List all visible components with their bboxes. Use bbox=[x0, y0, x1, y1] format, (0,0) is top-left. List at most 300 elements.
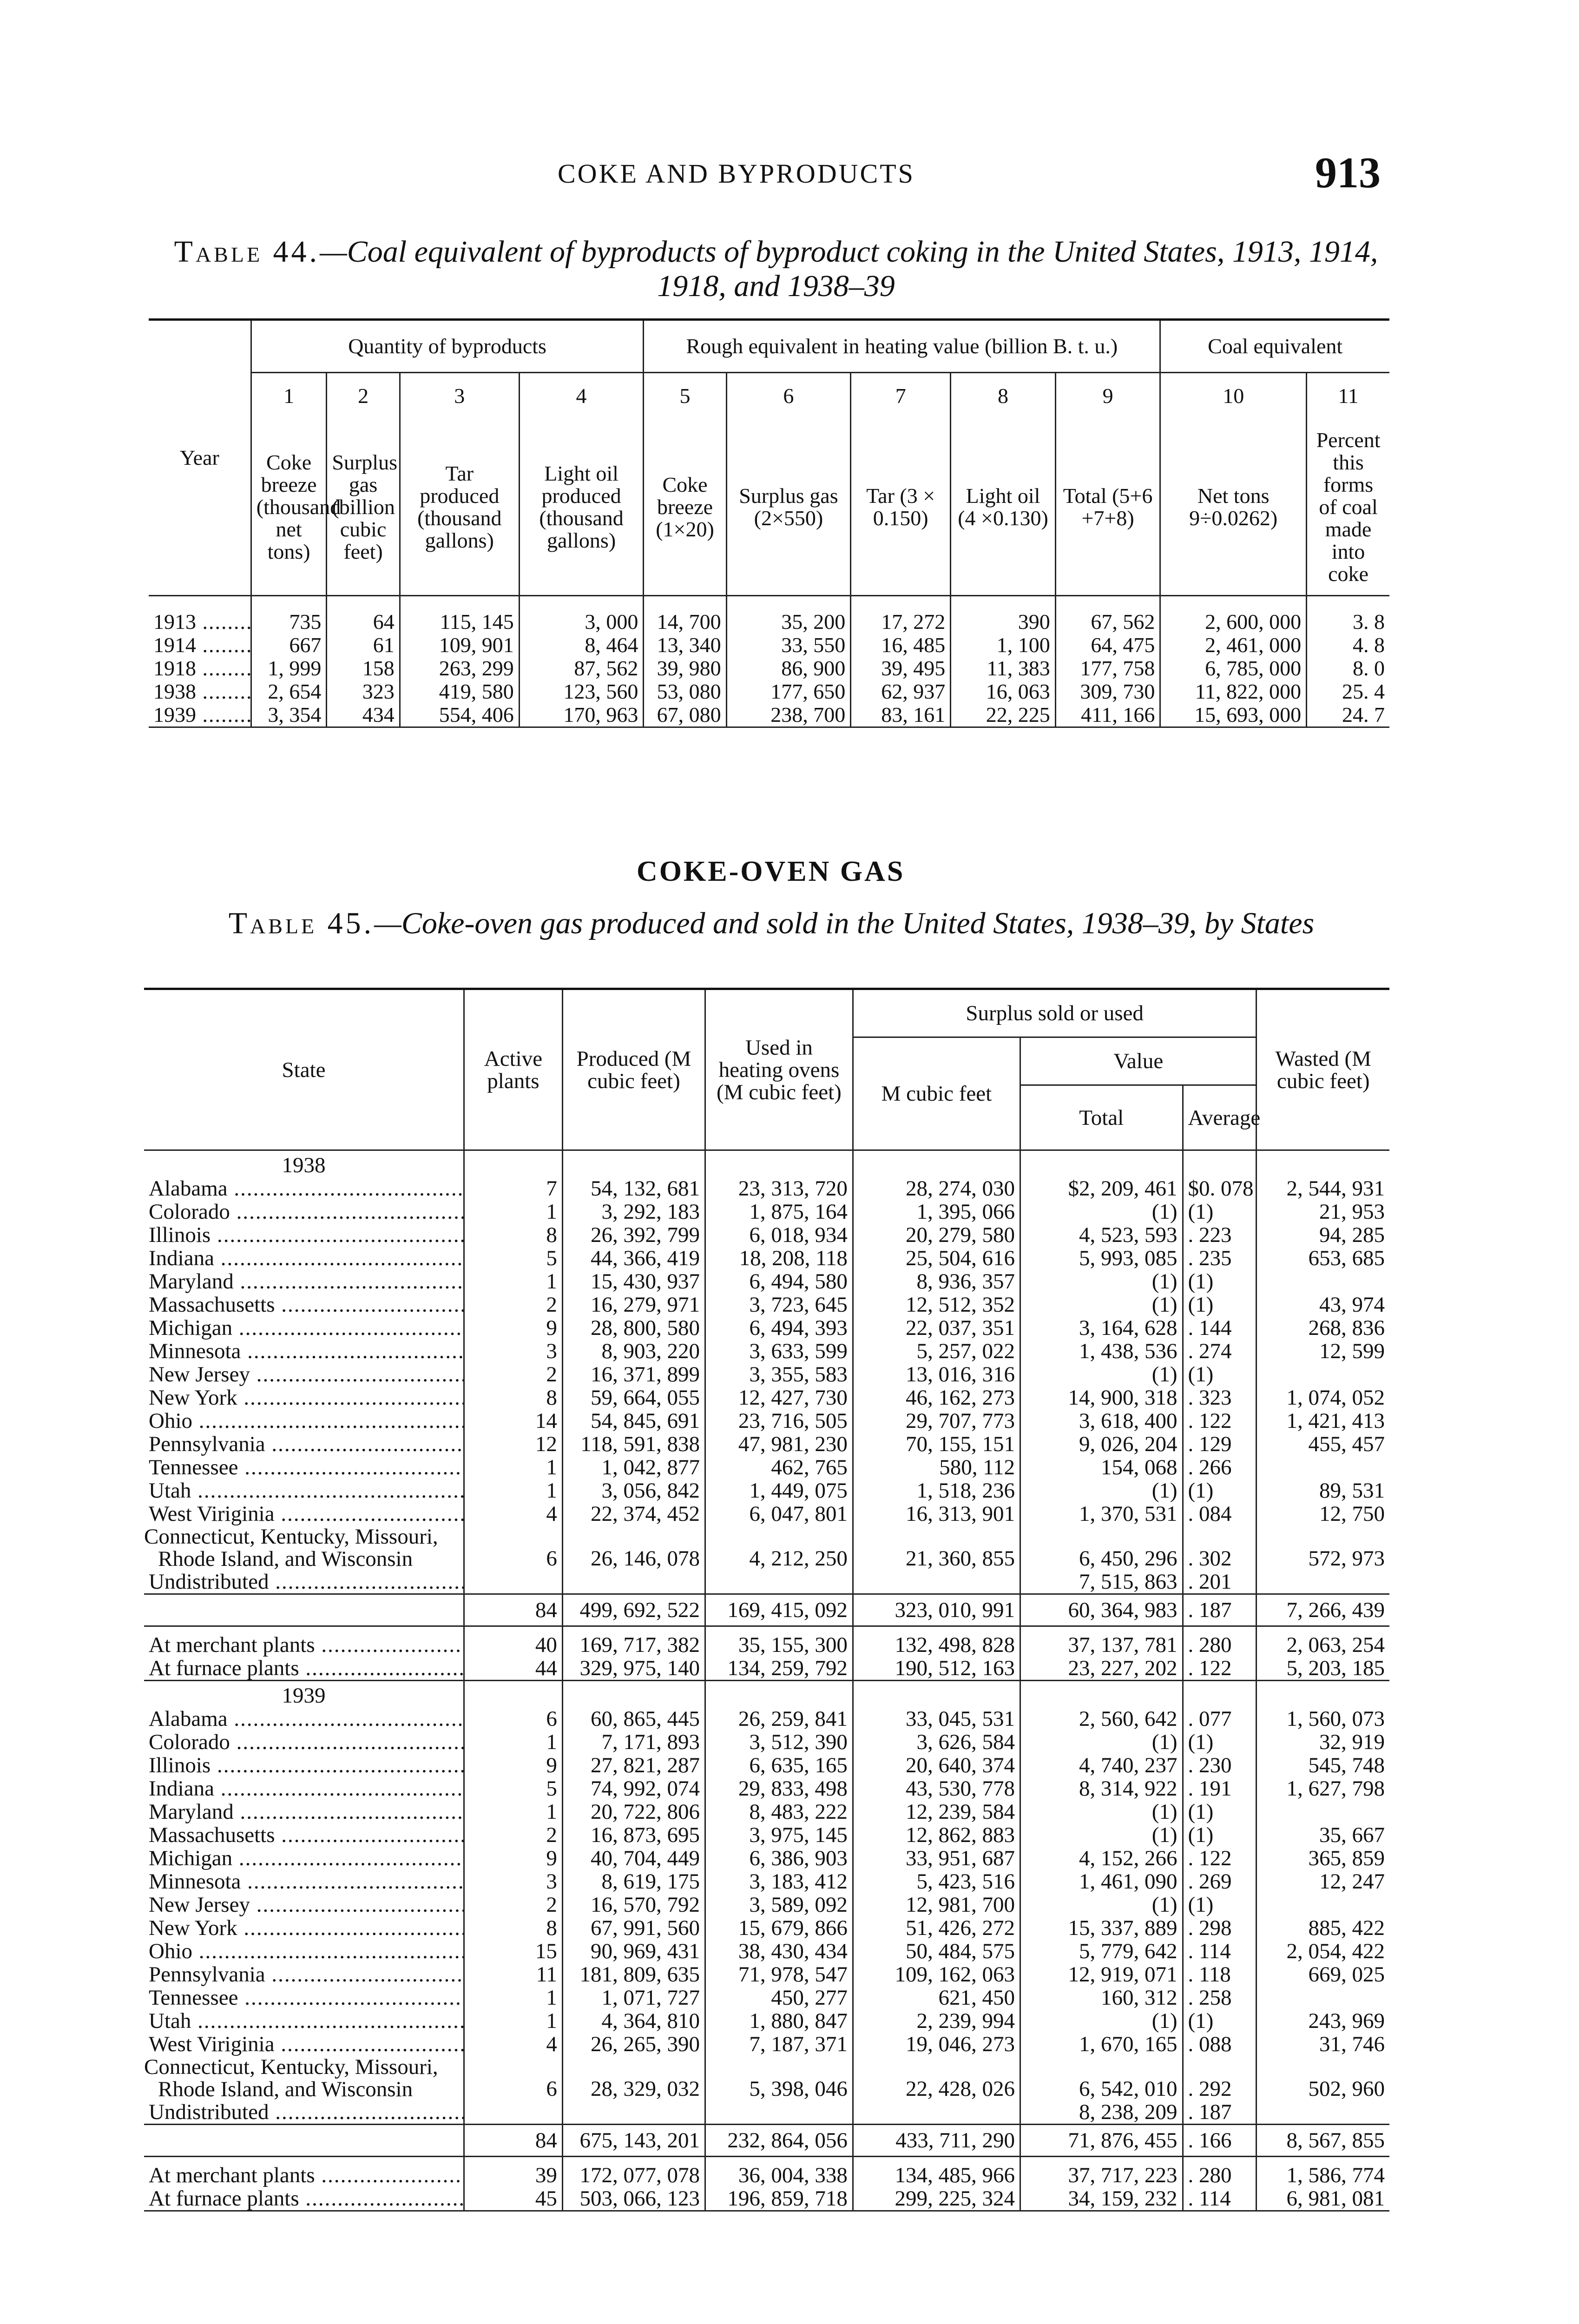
t45-cell: 16, 313, 901 bbox=[853, 1502, 1020, 1525]
table-row bbox=[144, 1386, 1389, 1409]
t45-cell: 26, 259, 841 bbox=[705, 1707, 853, 1730]
table-row bbox=[149, 596, 1389, 634]
t45-cell: 6 bbox=[464, 1525, 563, 1570]
t45-cell: 19, 046, 273 bbox=[853, 2033, 1020, 2056]
t45-cell: 1 bbox=[464, 1270, 563, 1293]
t44-cell: 8, 464 bbox=[519, 634, 644, 657]
t45-mcf-header: M cubic feet bbox=[853, 1037, 1020, 1150]
t45-cell: 109, 162, 063 bbox=[853, 1963, 1020, 1986]
table44-caption bbox=[153, 235, 1399, 304]
t45-cell: . 302 bbox=[1183, 1525, 1257, 1570]
t45-cell: 1, 875, 164 bbox=[705, 1200, 853, 1223]
t44-colhead-8: Light oil (4 ×0.130) bbox=[951, 419, 1056, 596]
t45-cell: 118, 591, 838 bbox=[562, 1433, 705, 1456]
t45-total-header: Total bbox=[1020, 1085, 1183, 1150]
t45-cell: 4, 152, 266 bbox=[1020, 1847, 1183, 1870]
t45-cell: 3, 292, 183 bbox=[562, 1200, 705, 1223]
t44-year-header: Year bbox=[149, 320, 251, 596]
table-row bbox=[144, 1200, 1389, 1223]
state-name: Indiana ..... bbox=[144, 1777, 464, 1800]
t44-year-cell: 1913 ..... bbox=[149, 596, 251, 634]
t45-cell: (1) bbox=[1183, 1293, 1257, 1316]
t45-cell: 28, 274, 030 bbox=[853, 1177, 1020, 1200]
t44-colnum-1: 1 bbox=[251, 373, 327, 419]
t44-group-equivalent: Rough equivalent in heating value (billion B. t. u.) bbox=[644, 320, 1160, 373]
table-row bbox=[144, 1316, 1389, 1340]
t45-active-header: Active plants bbox=[464, 989, 563, 1150]
t45-cell: 545, 748 bbox=[1308, 1753, 1385, 1777]
state-name: West Viriginia ..... bbox=[144, 1502, 464, 1525]
t45-cell: 621, 450 bbox=[853, 1986, 1020, 2009]
t45-cell: 2, 063, 254 bbox=[1286, 1633, 1385, 1657]
t45-cell: . 274 bbox=[1183, 1340, 1257, 1363]
t44-cell: 263, 299 bbox=[400, 657, 519, 680]
table-row bbox=[144, 2033, 1389, 2056]
t44-cell: 67, 562 bbox=[1055, 596, 1160, 634]
t45-cell: 43, 530, 778 bbox=[853, 1777, 1020, 1800]
t45-cell: 1 bbox=[464, 1730, 563, 1754]
t45-average-header: Average bbox=[1183, 1085, 1257, 1150]
t45-cell: 40 bbox=[464, 1626, 563, 1657]
year-label: 1939 bbox=[144, 1681, 464, 1708]
state-name: Minnesota ..... bbox=[144, 1340, 464, 1363]
t45-cell: 5, 779, 642 bbox=[1020, 1940, 1183, 1963]
t45-cell: 6 bbox=[464, 1707, 563, 1730]
t44-colhead-5: Coke breeze (1×20) bbox=[644, 419, 726, 596]
t44-cell: 22, 225 bbox=[951, 703, 1056, 727]
t45-cell: 1 bbox=[464, 1479, 563, 1502]
t45-cell: 5, 203, 185 bbox=[1286, 1656, 1385, 1680]
t45-cell: 29, 707, 773 bbox=[853, 1409, 1020, 1433]
table-row bbox=[144, 1223, 1389, 1247]
t44-cell: 6, 785, 000 bbox=[1160, 657, 1307, 680]
t45-cell: 885, 422 bbox=[1308, 1916, 1385, 1940]
t45-cell: 1 bbox=[464, 1800, 563, 1823]
t45-cell: 502, 960 bbox=[1308, 2077, 1385, 2101]
state-name: New Jersey ..... bbox=[144, 1363, 464, 1386]
t44-year-cell: 1938 ..... bbox=[149, 680, 251, 703]
t45-cell: 268, 836 bbox=[1308, 1316, 1385, 1340]
t45-cell: (1) bbox=[1183, 2009, 1257, 2033]
year-row bbox=[144, 1150, 1389, 1177]
state-name: Illinois ..... bbox=[144, 1754, 464, 1777]
t45-total-cell: . 187 bbox=[1183, 1594, 1257, 1626]
state-name: Pennsylvania ..... bbox=[144, 1963, 464, 1986]
t45-cell: 1, 586, 774 bbox=[1286, 2163, 1385, 2187]
t44-cell: 177, 650 bbox=[726, 680, 851, 703]
t45-cell: 18, 208, 118 bbox=[705, 1247, 853, 1270]
t45-cell: 35, 155, 300 bbox=[705, 1626, 853, 1657]
t44-cell: 53, 080 bbox=[644, 680, 726, 703]
plant-type-row bbox=[144, 2157, 1389, 2187]
t45-cell: 6, 635, 165 bbox=[705, 1754, 853, 1777]
t44-colhead-9: Total (5+6 +7+8) bbox=[1055, 419, 1160, 596]
state-name: West Viriginia ..... bbox=[144, 2033, 464, 2056]
t44-colnum-3: 3 bbox=[400, 373, 519, 419]
table45 bbox=[144, 988, 1389, 2212]
total-row bbox=[144, 2125, 1389, 2157]
state-name: Michigan ..... bbox=[144, 1316, 464, 1340]
t45-cell: 43, 974 bbox=[1319, 1293, 1385, 1317]
t45-cell: (1) bbox=[1020, 1293, 1183, 1316]
t45-cell: 34, 159, 232 bbox=[1020, 2187, 1183, 2211]
t45-cell: 7, 187, 371 bbox=[705, 2033, 853, 2056]
t45-cell: 33, 045, 531 bbox=[853, 1707, 1020, 1730]
table-row bbox=[149, 634, 1389, 657]
t45-cell: 8 bbox=[464, 1386, 563, 1409]
t45-cell: 8, 314, 922 bbox=[1020, 1777, 1183, 1800]
table-row bbox=[144, 1707, 1389, 1730]
t45-cell: 7, 171, 893 bbox=[562, 1730, 705, 1754]
t45-cell: 4, 523, 593 bbox=[1020, 1223, 1183, 1247]
t45-cell: 6, 386, 903 bbox=[705, 1847, 853, 1870]
t45-cell: . 266 bbox=[1183, 1456, 1257, 1479]
t45-cell: 6, 450, 296 bbox=[1020, 1525, 1183, 1570]
t44-cell: 3, 354 bbox=[251, 703, 327, 727]
t44-cell: 39, 495 bbox=[851, 657, 951, 680]
t45-cell: 154, 068 bbox=[1020, 1456, 1183, 1479]
t45-cell: 8, 619, 175 bbox=[562, 1870, 705, 1893]
t45-cell: 1, 560, 073 bbox=[1286, 1707, 1385, 1731]
t45-cell: 134, 259, 792 bbox=[705, 1657, 853, 1681]
t45-cell: 3, 723, 645 bbox=[705, 1293, 853, 1316]
t44-colnum-8: 8 bbox=[951, 373, 1056, 419]
t44-cell: 667 bbox=[251, 634, 327, 657]
t45-cell: 21, 360, 855 bbox=[853, 1525, 1020, 1570]
t45-cell: . 258 bbox=[1183, 1986, 1257, 2009]
t45-cell: 1 bbox=[464, 1456, 563, 1479]
t44-cell: 158 bbox=[327, 657, 400, 680]
t45-cell: . 292 bbox=[1183, 2056, 1257, 2100]
state-name: New York ..... bbox=[144, 1386, 464, 1409]
t45-cell: 1 bbox=[464, 2009, 563, 2033]
t45-cell: (1) bbox=[1020, 1200, 1183, 1223]
t44-colhead-11: Percent this forms of coal made into coke bbox=[1316, 428, 1381, 586]
table-row bbox=[144, 1986, 1389, 2009]
section-heading: COKE-OVEN GAS bbox=[637, 856, 905, 887]
t44-colhead-4: Light oil produced (thousand gallons) bbox=[519, 419, 644, 596]
t45-cell: 1, 880, 847 bbox=[705, 2009, 853, 2033]
table44 bbox=[149, 318, 1389, 728]
plant-type-label: At merchant plants ..... bbox=[144, 1626, 464, 1657]
t45-cell: 38, 430, 434 bbox=[705, 1940, 853, 1963]
t44-cell: 61 bbox=[327, 634, 400, 657]
t45-cell: . 114 bbox=[1183, 1940, 1257, 1963]
table-row bbox=[144, 1940, 1389, 1963]
t45-cell: . 201 bbox=[1183, 1570, 1257, 1594]
t44-cell: 123, 560 bbox=[519, 680, 644, 703]
state-name: Pennsylvania ..... bbox=[144, 1433, 464, 1456]
t45-cell bbox=[1257, 1986, 1389, 2009]
t45-cell: 5 bbox=[464, 1247, 563, 1270]
t45-cell bbox=[1257, 1270, 1389, 1293]
t44-cell: 309, 730 bbox=[1055, 680, 1160, 703]
t45-cell: 50, 484, 575 bbox=[853, 1940, 1020, 1963]
undistributed-label: Undistributed ..... bbox=[144, 1570, 464, 1594]
t45-cell: 1, 461, 090 bbox=[1020, 1870, 1183, 1893]
t45-cell: 3, 589, 092 bbox=[705, 1893, 853, 1916]
t44-cell: 13, 340 bbox=[644, 634, 726, 657]
t45-cell: 36, 004, 338 bbox=[705, 2157, 853, 2187]
t44-colhead-10: Net tons 9÷0.0262) bbox=[1160, 419, 1307, 596]
t45-cell: . 323 bbox=[1183, 1386, 1257, 1409]
t45-cell: 37, 717, 223 bbox=[1020, 2157, 1183, 2187]
t44-cell: 177, 758 bbox=[1055, 657, 1160, 680]
t45-cell: 6, 018, 934 bbox=[705, 1223, 853, 1247]
t45-cell: 9 bbox=[464, 1316, 563, 1340]
t45-wasted-header: Wasted (M cubic feet) bbox=[1275, 1046, 1371, 1093]
t45-total-cell: . 166 bbox=[1183, 2125, 1257, 2157]
t45-cell: 243, 969 bbox=[1308, 2009, 1385, 2033]
t45-cell: 1, 449, 075 bbox=[705, 1479, 853, 1502]
t45-cell: 12 bbox=[464, 1433, 563, 1456]
t45-cell: 455, 457 bbox=[1308, 1432, 1385, 1456]
t45-cell: 329, 975, 140 bbox=[562, 1657, 705, 1681]
t44-group-quantity: Quantity of byproducts bbox=[251, 320, 644, 373]
t45-cell: 8, 483, 222 bbox=[705, 1800, 853, 1823]
t45-cell: 15, 679, 866 bbox=[705, 1916, 853, 1940]
table-row bbox=[144, 1340, 1389, 1363]
t45-cell: (1) bbox=[1183, 1893, 1257, 1916]
t45-cell: 6, 047, 801 bbox=[705, 1502, 853, 1525]
t45-cell: 22, 428, 026 bbox=[853, 2056, 1020, 2100]
t45-cell: 3, 618, 400 bbox=[1020, 1409, 1183, 1433]
year-label: 1938 bbox=[144, 1150, 464, 1177]
t45-cell: 1, 518, 236 bbox=[853, 1479, 1020, 1502]
t45-cell: 16, 873, 695 bbox=[562, 1823, 705, 1847]
t45-cell: . 084 bbox=[1183, 1502, 1257, 1525]
table-row bbox=[144, 1847, 1389, 1870]
t44-cell: 419, 580 bbox=[400, 680, 519, 703]
t44-cell: 115, 145 bbox=[400, 596, 519, 634]
t45-cell: . 077 bbox=[1183, 1707, 1257, 1730]
table-row bbox=[144, 1916, 1389, 1940]
t45-cell: . 223 bbox=[1183, 1223, 1257, 1247]
t45-cell: 572, 973 bbox=[1308, 1546, 1385, 1571]
table-row bbox=[144, 1363, 1389, 1386]
table44-title: —Coal equivalent of byproducts of byproduct coking in the United States, 1913, 1914, 1918, and 1938–39 bbox=[320, 235, 1378, 303]
state-name: Maryland ..... bbox=[144, 1270, 464, 1293]
t44-colhead-2: Surplus gas (billion cubic feet) bbox=[327, 419, 400, 596]
t44-colnum-6: 6 bbox=[726, 373, 851, 419]
t45-cell: 16, 570, 792 bbox=[562, 1893, 705, 1916]
t45-cell: 5, 257, 022 bbox=[853, 1340, 1020, 1363]
t45-cell: 16, 371, 899 bbox=[562, 1363, 705, 1386]
t45-cell: 3, 975, 145 bbox=[705, 1823, 853, 1847]
t45-total-cell: 8, 567, 855 bbox=[1286, 2128, 1385, 2152]
t44-cell: 2, 461, 000 bbox=[1160, 634, 1307, 657]
t45-cell: 134, 485, 966 bbox=[853, 2157, 1020, 2187]
t45-cell: 6, 494, 393 bbox=[705, 1316, 853, 1340]
t45-cell: 54, 132, 681 bbox=[562, 1177, 705, 1200]
table-row bbox=[144, 1730, 1389, 1754]
t45-cell: . 122 bbox=[1183, 1657, 1257, 1681]
table-row bbox=[144, 1247, 1389, 1270]
t45-cell: 5, 423, 516 bbox=[853, 1870, 1020, 1893]
combined-states-label: Connecticut, Kentucky, Missouri, Rhode Island, and Wisconsin bbox=[144, 1525, 464, 1570]
t45-cell: 3, 164, 628 bbox=[1020, 1316, 1183, 1340]
t45-cell: 580, 112 bbox=[853, 1456, 1020, 1479]
state-name: Massachusetts ..... bbox=[144, 1293, 464, 1316]
t45-cell: 365, 859 bbox=[1308, 1846, 1385, 1870]
t45-cell: 31, 746 bbox=[1319, 2032, 1385, 2056]
t45-cell: 29, 833, 498 bbox=[705, 1777, 853, 1800]
t45-cell: 4, 740, 237 bbox=[1020, 1754, 1183, 1777]
table45-title: —Coke-oven gas produced and sold in the United States, 1938–39, by States bbox=[374, 906, 1315, 940]
plant-type-label: At furnace plants ..... bbox=[144, 1657, 464, 1681]
t45-cell: 21, 953 bbox=[1319, 1200, 1385, 1224]
t45-total-cell: 323, 010, 991 bbox=[853, 1594, 1020, 1626]
t45-cell: $2, 209, 461 bbox=[1020, 1177, 1183, 1200]
t45-cell: 4, 212, 250 bbox=[705, 1525, 853, 1570]
t45-cell: 7, 515, 863 bbox=[1020, 1570, 1183, 1594]
t45-cell: 169, 717, 382 bbox=[562, 1626, 705, 1657]
undistributed-label: Undistributed ..... bbox=[144, 2100, 464, 2125]
t45-cell: 450, 277 bbox=[705, 1986, 853, 2009]
t45-cell: 8, 903, 220 bbox=[562, 1340, 705, 1363]
t44-cell: 109, 901 bbox=[400, 634, 519, 657]
t45-cell: 1, 370, 531 bbox=[1020, 1502, 1183, 1525]
state-name: Utah ..... bbox=[144, 2009, 464, 2033]
table-row bbox=[144, 1893, 1389, 1916]
page-number: 913 bbox=[1315, 149, 1381, 197]
t45-total-cell: 60, 364, 983 bbox=[1020, 1594, 1183, 1626]
t45-total-cell: 84 bbox=[464, 1594, 563, 1626]
t45-cell: (1) bbox=[1020, 1893, 1183, 1916]
t45-cell: (1) bbox=[1183, 1800, 1257, 1823]
t45-cell: . 280 bbox=[1183, 2157, 1257, 2187]
year-row bbox=[144, 1681, 1389, 1708]
t45-cell: 8, 936, 357 bbox=[853, 1270, 1020, 1293]
t45-cell: 2, 054, 422 bbox=[1286, 1939, 1385, 1963]
t44-cell: 390 bbox=[951, 596, 1056, 634]
t44-cell: 3, 000 bbox=[519, 596, 644, 634]
t44-cell: 39, 980 bbox=[644, 657, 726, 680]
t44-cell: 8. 0 bbox=[1353, 656, 1385, 680]
t44-cell: 411, 166 bbox=[1055, 703, 1160, 727]
t45-cell bbox=[1257, 1800, 1389, 1823]
t45-cell: 26, 392, 799 bbox=[562, 1223, 705, 1247]
t45-cell: 15, 430, 937 bbox=[562, 1270, 705, 1293]
t45-cell: 12, 919, 071 bbox=[1020, 1963, 1183, 1986]
t44-cell: 25. 4 bbox=[1342, 680, 1385, 703]
t45-cell: 1, 071, 727 bbox=[562, 1986, 705, 2009]
t45-cell: 132, 498, 828 bbox=[853, 1626, 1020, 1657]
combined-states-row bbox=[144, 1525, 1389, 1570]
t45-cell: 35, 667 bbox=[1319, 1823, 1385, 1847]
t44-cell: 17, 272 bbox=[851, 596, 951, 634]
t45-cell: 44 bbox=[464, 1657, 563, 1681]
t45-cell: 39 bbox=[464, 2157, 563, 2187]
t45-cell: 2 bbox=[464, 1293, 563, 1316]
t45-cell: 28, 329, 032 bbox=[562, 2056, 705, 2100]
t45-cell: 1, 074, 052 bbox=[1286, 1386, 1385, 1410]
t44-colhead-7: Tar (3 × 0.150) bbox=[851, 419, 951, 596]
t45-cell: 51, 426, 272 bbox=[853, 1916, 1020, 1940]
t45-cell: 14, 900, 318 bbox=[1020, 1386, 1183, 1409]
t45-cell: 1, 395, 066 bbox=[853, 1200, 1020, 1223]
t45-cell: 44, 366, 419 bbox=[562, 1247, 705, 1270]
t44-cell: 86, 900 bbox=[726, 657, 851, 680]
t45-cell: 40, 704, 449 bbox=[562, 1847, 705, 1870]
t45-cell: 12, 239, 584 bbox=[853, 1800, 1020, 1823]
plant-type-row bbox=[144, 1657, 1389, 1681]
t45-cell: 23, 227, 202 bbox=[1020, 1657, 1183, 1681]
t45-cell: (1) bbox=[1020, 1823, 1183, 1847]
plant-type-row bbox=[144, 1626, 1389, 1657]
table-row bbox=[144, 1870, 1389, 1893]
t45-cell: 1 bbox=[464, 1200, 563, 1223]
t44-cell: 11, 822, 000 bbox=[1160, 680, 1307, 703]
t45-cell: (1) bbox=[1183, 1479, 1257, 1502]
t45-cell: 12, 247 bbox=[1319, 1869, 1385, 1894]
table-row bbox=[144, 1754, 1389, 1777]
t44-cell: 2, 654 bbox=[251, 680, 327, 703]
t44-cell: 434 bbox=[327, 703, 400, 727]
table-row bbox=[144, 1409, 1389, 1433]
t45-cell: . 122 bbox=[1183, 1409, 1257, 1433]
t45-total-cell: 232, 864, 056 bbox=[705, 2125, 853, 2157]
t45-cell: 37, 137, 781 bbox=[1020, 1626, 1183, 1657]
table-row bbox=[144, 1502, 1389, 1525]
t45-cell: 6, 981, 081 bbox=[1286, 2186, 1385, 2211]
t45-value-header: Value bbox=[1020, 1037, 1256, 1085]
t45-cell: 6, 494, 580 bbox=[705, 1270, 853, 1293]
t44-group-coal: Coal equivalent bbox=[1160, 320, 1389, 373]
t45-cell: (1) bbox=[1020, 1800, 1183, 1823]
t45-cell: 2, 239, 994 bbox=[853, 2009, 1020, 2033]
t45-cell: (1) bbox=[1183, 1270, 1257, 1293]
t45-cell: 3, 183, 412 bbox=[705, 1870, 853, 1893]
t45-cell: 23, 313, 720 bbox=[705, 1177, 853, 1200]
t45-cell: 26, 146, 078 bbox=[562, 1525, 705, 1570]
t45-cell: (1) bbox=[1183, 1823, 1257, 1847]
t45-cell: 3, 626, 584 bbox=[853, 1730, 1020, 1754]
t44-year-cell: 1914 ..... bbox=[149, 634, 251, 657]
t45-cell: 3, 355, 583 bbox=[705, 1363, 853, 1386]
plant-type-label: At furnace plants ..... bbox=[144, 2187, 464, 2211]
t45-cell: . 144 bbox=[1183, 1316, 1257, 1340]
t45-cell: (1) bbox=[1020, 2009, 1183, 2033]
t45-cell: 160, 312 bbox=[1020, 1986, 1183, 2009]
t45-cell: 2 bbox=[464, 1363, 563, 1386]
t45-cell: 4 bbox=[464, 1502, 563, 1525]
total-row bbox=[144, 1594, 1389, 1626]
t45-cell: 462, 765 bbox=[705, 1456, 853, 1479]
t44-cell: 554, 406 bbox=[400, 703, 519, 727]
t45-cell: 196, 859, 718 bbox=[705, 2187, 853, 2211]
t45-cell: 2, 544, 931 bbox=[1286, 1176, 1385, 1201]
undistributed-row bbox=[144, 2100, 1389, 2125]
table-row bbox=[144, 1777, 1389, 1800]
t45-cell: 4, 364, 810 bbox=[562, 2009, 705, 2033]
t44-colnum-11: 11 bbox=[1338, 384, 1359, 408]
t45-cell: 70, 155, 151 bbox=[853, 1433, 1020, 1456]
t44-colnum-10: 10 bbox=[1160, 373, 1307, 419]
state-name: Colorado ..... bbox=[144, 1200, 464, 1223]
table-row bbox=[149, 657, 1389, 680]
t45-cell: 9 bbox=[464, 1847, 563, 1870]
t45-total-cell: 675, 143, 201 bbox=[562, 2125, 705, 2157]
state-name: Alabama ..... bbox=[144, 1177, 464, 1200]
t45-cell: . 269 bbox=[1183, 1870, 1257, 1893]
table-row bbox=[144, 1479, 1389, 1502]
state-name: Illinois ..... bbox=[144, 1223, 464, 1247]
state-name: Massachusetts ..... bbox=[144, 1823, 464, 1847]
t45-cell: . 235 bbox=[1183, 1247, 1257, 1270]
t44-cell: 1, 999 bbox=[251, 657, 327, 680]
t45-total-cell: 7, 266, 439 bbox=[1286, 1598, 1385, 1622]
